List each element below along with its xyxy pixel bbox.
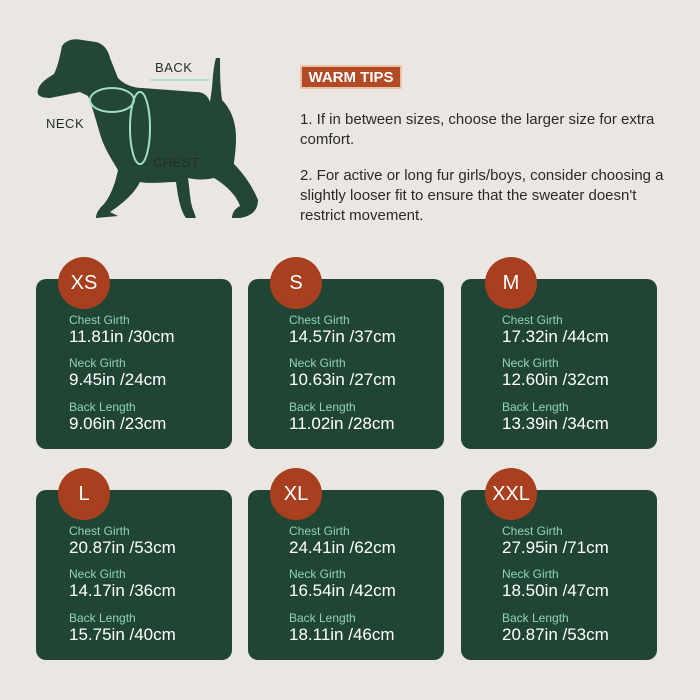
chest-girth-label: Chest Girth [289, 524, 350, 538]
chest-girth-label: Chest Girth [69, 524, 130, 538]
back-length-value: 20.87in /53cm [502, 625, 609, 644]
size-badge: XXL [485, 468, 537, 520]
size-card-s [248, 271, 444, 449]
size-badge: S [270, 257, 322, 309]
neck-girth-label: Neck Girth [289, 567, 346, 581]
back-label: BACK [155, 60, 193, 75]
back-length-label: Back Length [289, 400, 356, 414]
chest-label: CHEST [153, 155, 200, 170]
neck-girth-value: 9.45in /24cm [69, 370, 167, 389]
neck-girth-label: Neck Girth [502, 356, 559, 370]
size-card-xs [36, 271, 232, 449]
back-length-value: 18.11in /46cm [289, 625, 395, 644]
size-card-m [461, 271, 657, 449]
neck-girth-label: Neck Girth [69, 567, 126, 581]
neck-girth-label: Neck Girth [502, 567, 559, 581]
neck-girth-value: 18.50in /47cm [502, 581, 609, 600]
tip-item: 2. For active or long fur girls/boys, consider choosing a slightly looser fit to ensure that the sweater doesn't restrict movement. [300, 167, 664, 224]
back-length-label: Back Length [69, 611, 136, 625]
size-card-xl [248, 482, 444, 660]
back-length-value: 9.06in /23cm [69, 414, 167, 433]
size-badge: XS [58, 257, 110, 309]
neck-girth-value: 12.60in /32cm [502, 370, 609, 389]
neck-girth-value: 14.17in /36cm [69, 581, 176, 600]
back-length-label: Back Length [289, 611, 356, 625]
chest-girth-label: Chest Girth [502, 524, 563, 538]
chest-girth-label: Chest Girth [502, 313, 563, 327]
chest-girth-value: 14.57in /37cm [289, 327, 396, 346]
dog-silhouette-icon [0, 0, 290, 240]
chest-girth-value: 20.87in /53cm [69, 538, 176, 557]
chest-girth-value: 17.32in /44cm [502, 327, 609, 346]
neck-girth-label: Neck Girth [69, 356, 126, 370]
size-badge: M [485, 257, 537, 309]
back-length-label: Back Length [502, 611, 569, 625]
neck-girth-value: 16.54in /42cm [289, 581, 396, 600]
chest-girth-value: 24.41in /62cm [289, 538, 396, 557]
size-badge: L [58, 468, 110, 520]
back-length-value: 15.75in /40cm [69, 625, 176, 644]
dog-measurement-diagram [0, 0, 290, 240]
size-card-xxl [461, 482, 657, 660]
warm-tips-badge: WARM TIPS [300, 65, 402, 89]
back-length-value: 13.39in /34cm [502, 414, 609, 433]
neck-label: NECK [46, 116, 85, 131]
back-length-label: Back Length [502, 400, 569, 414]
chest-girth-label: Chest Girth [289, 313, 350, 327]
size-card-l [36, 482, 232, 660]
neck-girth-label: Neck Girth [289, 356, 346, 370]
size-badge: XL [270, 468, 322, 520]
back-length-label: Back Length [69, 400, 136, 414]
neck-girth-value: 10.63in /27cm [289, 370, 396, 389]
chest-girth-value: 27.95in /71cm [502, 538, 609, 557]
tip-item: 1. If in between sizes, choose the larger size for extra comfort. [300, 111, 655, 148]
chest-girth-label: Chest Girth [69, 313, 130, 327]
chest-girth-value: 11.81in /30cm [69, 327, 175, 346]
back-length-value: 11.02in /28cm [289, 414, 395, 433]
